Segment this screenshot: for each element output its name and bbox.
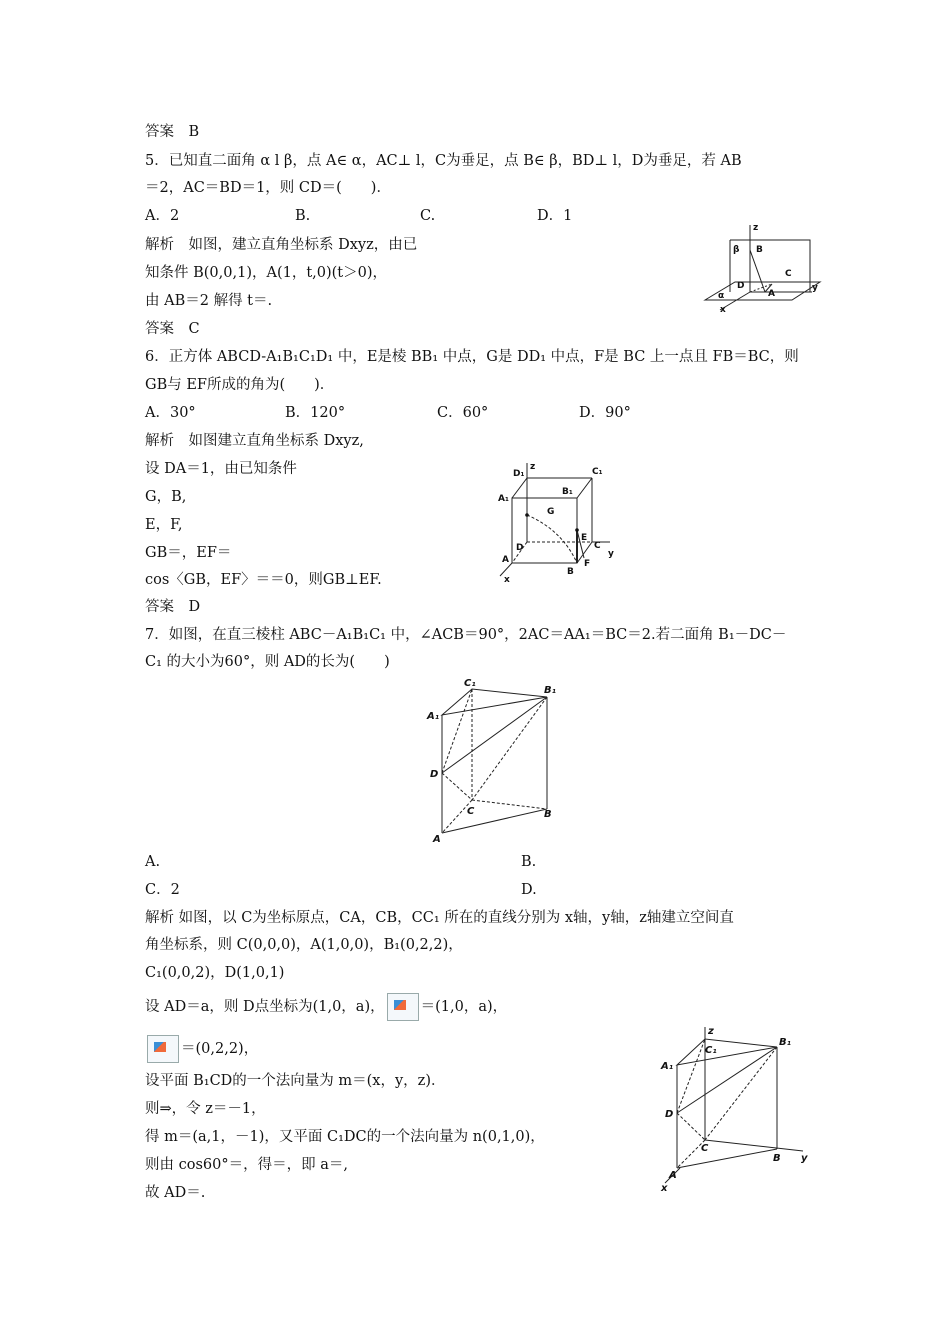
q5-answer: C [188, 321, 200, 337]
q7-solution-prism-figure [655, 1025, 815, 1195]
q5-answer-line [145, 319, 200, 339]
q5-solution-line3: 由 AB＝2 解得 t＝. [145, 293, 273, 309]
q6-option-c: C．60° [437, 405, 489, 421]
q6-cube-figure [492, 460, 622, 585]
q7-solution-line2: 角坐标系，则 C(0,0,0)，A(1,0,0)，B₁(0,2,2)， [145, 937, 463, 953]
q7-option-c: C．2 [145, 882, 180, 898]
vector-cb1-image [147, 1035, 179, 1063]
q5-fig-label-a: A [768, 289, 775, 299]
q5-fig-label-y: y [812, 283, 818, 293]
q7-fig2-label-c: C [701, 1143, 709, 1154]
q5-stem-line2: ＝2，AC＝BD＝1，则 CD＝( )． [145, 180, 391, 196]
q7-option-a: A. [145, 854, 161, 870]
q6-fig-label-x: x [504, 575, 510, 585]
q6-fig-label-c1: C₁ [592, 467, 603, 477]
q7-solution-line10: 故 AD＝. [145, 1185, 206, 1201]
q7-fig2-label-x: x [661, 1183, 668, 1194]
q7-solution-line6: 设平面 B₁CD的一个法向量为 m＝(x，y，z)． [145, 1073, 446, 1089]
q5-fig-label-beta: β [733, 245, 740, 255]
q5-option-b: B. [295, 208, 311, 224]
q7-fig-label-d: D [430, 769, 439, 780]
q5-fig-label-d: D [737, 281, 745, 291]
q6-option-b: B．120° [285, 405, 346, 421]
q5-fig-label-alpha: α [718, 291, 725, 301]
q7-option-b: B. [521, 854, 537, 870]
q5-fig-label-b: B [756, 245, 763, 255]
q6-fig-label-a1: A₁ [498, 494, 509, 504]
q6-option-a: A．30° [145, 405, 196, 421]
q5-option-d: D．1 [537, 208, 573, 224]
q6-fig-label-e: E [581, 533, 588, 543]
q6-fig-label-b: B [567, 567, 574, 577]
q7-fig2-label-d: D [665, 1109, 674, 1120]
q6-solution-line1: 解析 如图建立直角坐标系 Dxyz, [145, 433, 364, 449]
q7-solution-line9: 则由 cos60°＝，得＝，即 a＝, [145, 1157, 348, 1173]
q7-prism-figure [420, 675, 570, 845]
q6-fig-label-f: F [584, 559, 591, 569]
q7-fig2-label-c1: C₁ [705, 1045, 717, 1056]
q7-solution-line4-part1: 设 AD＝a，则 D点坐标为(1,0，a)， [145, 999, 385, 1015]
q7-fig2-label-b1: B₁ [779, 1037, 792, 1048]
q5-answer-label: 答案 [145, 321, 174, 337]
q7-fig-label-b1: B₁ [544, 685, 557, 696]
q6-fig-label-c: C [594, 541, 601, 551]
q7-fig2-label-z: z [708, 1026, 714, 1037]
q6-fig-label-d1: D₁ [513, 469, 525, 479]
q6-solution-line2: 设 DA＝1，由已知条件 [145, 461, 297, 477]
q7-solution-line4 [145, 993, 507, 1021]
q5-fig-label-x: x [720, 305, 726, 315]
q7-fig2-label-b: B [773, 1153, 781, 1164]
q7-solution-line8: 得 m＝(a,1，－1)，又平面 C₁DC的一个法向量为 n(0,1,0)， [145, 1129, 545, 1145]
q5-solution-line1: 解析 如图，建立直角坐标系 Dxyz，由已 [145, 237, 418, 253]
q5-option-c: C. [420, 208, 436, 224]
q7-fig-label-a: A [433, 834, 441, 845]
q5-fig-label-c: C [785, 269, 792, 279]
q6-fig-label-z: z [530, 462, 536, 472]
q5-option-a: A．2 [145, 208, 180, 224]
q5-stem-line1: 5．已知直二面角 α l β，点 A∈ α，AC⊥ l，C为垂足，点 B∈ β，BD⊥ l，D为垂足，若 AB [145, 153, 742, 169]
q7-solution-line7: 则⇒，令 z＝－1， [145, 1101, 266, 1117]
q6-fig-label-d: D [516, 543, 524, 553]
q4-answer-line [145, 122, 199, 142]
q7-solution-line1: 解析 如图，以 C为坐标原点，CA，CB，CC₁ 所在的直线分别为 x轴，y轴，z轴建立空间直 [145, 910, 734, 926]
q7-solution-line5-text: ＝(0,2,2)， [181, 1041, 259, 1057]
q6-fig-label-y: y [608, 549, 614, 559]
q6-answer-line [145, 597, 200, 617]
q7-fig2-label-a: A [669, 1170, 677, 1181]
q6-answer: D [188, 599, 201, 615]
q5-solution-line2: 知条件 B(0,0,1)，A(1，t,0)(t＞0)， [145, 265, 388, 281]
q7-fig-label-c1: C₁ [464, 678, 476, 689]
q6-solution-line5: GB＝，EF＝ [145, 545, 232, 561]
q7-stem-line1: 7．如图，在直三棱柱 ABC－A₁B₁C₁ 中，∠ACB＝90°，2AC＝AA₁＝BC＝2.若二面角 B₁－DC－ [145, 627, 787, 643]
q7-fig2-label-y: y [801, 1153, 808, 1164]
q6-stem-line1: 6．正方体 ABCD-A₁B₁C₁D₁ 中，E是棱 BB₁ 中点，G是 DD₁ 中点，F是 BC 上一点且 FB＝BC，则 [145, 349, 799, 365]
q7-solution-line5 [145, 1035, 258, 1063]
q7-option-d: D. [521, 882, 537, 898]
q7-stem-line2: C₁ 的大小为60°，则 AD的长为( ) [145, 654, 390, 670]
q5-fig-label-z: z [753, 223, 759, 233]
q6-solution-line4: E，F, [145, 517, 183, 533]
q7-solution-line3: C₁(0,0,2)，D(1,0,1) [145, 965, 285, 981]
vector-ad-image [387, 993, 419, 1021]
q7-fig-label-c: C [467, 806, 475, 817]
q7-solution-line4-part2: ＝(1,0，a)， [420, 999, 508, 1015]
q6-fig-label-a: A [502, 555, 509, 565]
q6-fig-label-b1: B₁ [562, 487, 573, 497]
q5-dihedral-figure [700, 220, 825, 315]
q7-fig-label-a1: A₁ [427, 711, 440, 722]
q6-answer-label: 答案 [145, 599, 174, 615]
q7-fig2-label-a1: A₁ [661, 1061, 674, 1072]
q7-fig-label-b: B [544, 809, 552, 820]
q6-stem-line2: GB与 EF所成的角为( )． [145, 377, 335, 393]
q6-solution-line3: G，B, [145, 489, 187, 505]
q4-answer-label: 答案 [145, 124, 174, 140]
q6-fig-label-g: G [547, 507, 555, 517]
q6-solution-line6: cos〈GB，EF〉＝＝0，则GB⊥EF. [145, 572, 382, 588]
q6-option-d: D．90° [579, 405, 631, 421]
q4-answer: B [188, 124, 200, 140]
